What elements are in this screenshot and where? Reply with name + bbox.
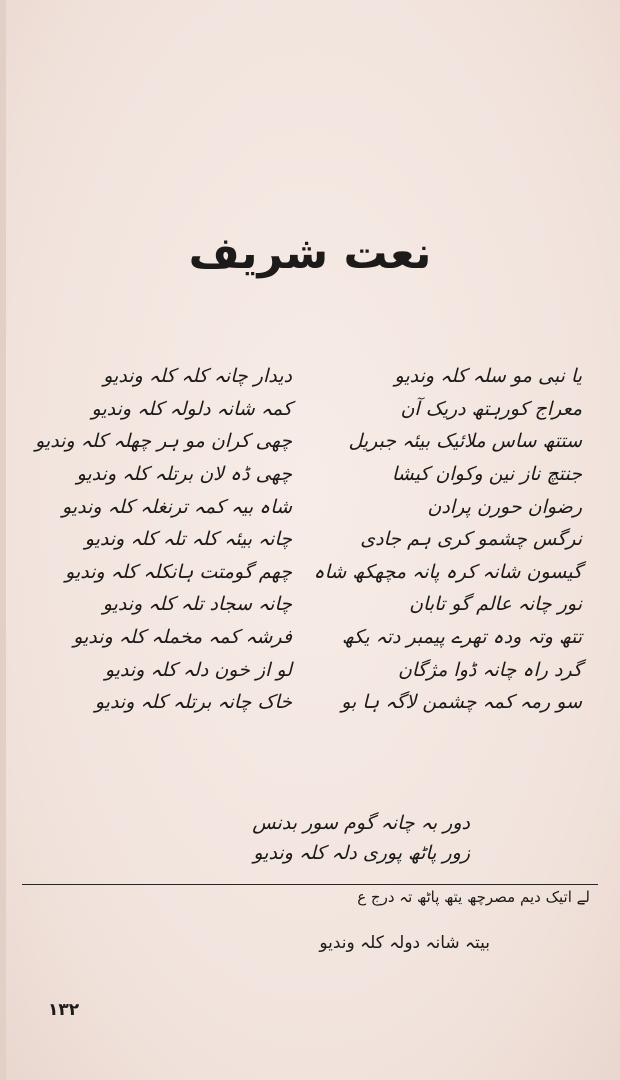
verse-second-hemistich: چانہ سجاد تلہ کلہ وندیو — [102, 593, 292, 616]
verse-second-hemistich: چھی کران مو ہر چھلہ کلہ وندیو — [35, 430, 292, 453]
verse-row — [22, 588, 582, 621]
verse-row — [22, 621, 582, 654]
verse-row — [22, 523, 582, 556]
verse-first-hemistich: نرگس چشمو کری ہم جادی — [360, 528, 582, 551]
verse-second-hemistich: فرشہ کمہ مخملہ کلہ وندیو — [73, 626, 292, 649]
verse-first-hemistich: ستتھ ساس ملائیک بیئہ جبریل — [348, 430, 582, 453]
verse-row — [22, 458, 582, 491]
verse-list — [22, 360, 582, 719]
verse-first-hemistich: معراج کورہتھ دریک آن — [400, 397, 582, 420]
verse-second-hemistich: دیدار چانہ کلہ کلہ وندیو — [103, 365, 292, 388]
verse-row — [22, 686, 582, 719]
closing-line: زور پاٹھ پوری دلہ کلہ وندیو — [253, 842, 470, 864]
footnote: لے اتیک دیم مصرچھ یتھ پاٹھ تہ درج ع — [357, 888, 590, 906]
verse-first-hemistich: نور چانہ عالم گو تابان — [409, 593, 582, 616]
verse-row — [22, 490, 582, 523]
verse-first-hemistich: جنتچ ناز نین وکوان کیشا — [391, 463, 582, 486]
verse-first-hemistich: سو رمہ کمہ چشمن لاگہ ہا بو — [341, 691, 582, 714]
verse-first-hemistich: تتھ وتہ ودہ تھرے پیمبر دتہ یکھ — [341, 626, 582, 649]
verse-second-hemistich: شاہ بیہ کمہ ترنغلہ کلہ وندیو — [61, 495, 292, 518]
verse-row — [22, 360, 582, 393]
verse-second-hemistich: چھم گومتت ہانکلہ کلہ وندیو — [65, 560, 292, 583]
verse-second-hemistich: کمہ شانہ دلولہ کلہ وندیو — [91, 397, 292, 420]
verse-second-hemistich: چھی ڈہ لان برتلہ کلہ وندیو — [76, 463, 292, 486]
verse-row — [22, 653, 582, 686]
page-number: ۱۳۲ — [48, 1000, 80, 1020]
verse-first-hemistich: رضوان حورن پرادن — [427, 495, 582, 518]
closing-line: دور بہ چانہ گوم سور بدنس — [252, 812, 470, 834]
verse-first-hemistich: گیسون شانہ کرہ پانہ مچھکھ شاہ — [313, 560, 582, 583]
verse-second-hemistich: لو از خون دلہ کلہ وندیو — [104, 658, 292, 681]
verse-second-hemistich: چانہ بیئہ کلہ تلہ کلہ وندیو — [84, 528, 292, 551]
verse-first-hemistich: گرد راہ چانہ ڈوا مژگان — [397, 658, 582, 681]
verse-second-hemistich: خاک چانہ برتلہ کلہ وندیو — [94, 691, 292, 714]
verse-row — [22, 556, 582, 589]
verse-row — [22, 425, 582, 458]
page-edge — [0, 0, 6, 1080]
page-title: نعت شریف — [188, 228, 432, 279]
verse-row — [22, 393, 582, 426]
verse-first-hemistich: یا نبی مو سلہ کلہ وندیو — [394, 365, 582, 388]
closing-couplet — [150, 808, 470, 868]
footnote-divider — [22, 884, 598, 885]
footnote-verse: بیتہ شانہ دولہ کلہ وندیو — [319, 933, 490, 953]
